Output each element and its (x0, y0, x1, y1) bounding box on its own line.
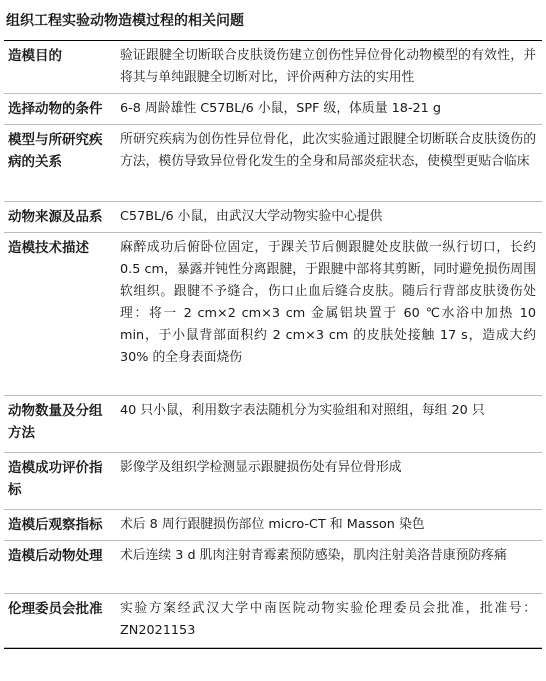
table-caption: 组织工程实验动物造模过程的相关问题 (6, 13, 244, 29)
row-content: 术后 8 周行跟腱损伤部位 micro-CT 和 Masson 染色 (120, 517, 425, 532)
row-content: C57BL/6 小鼠，由武汉大学动物实验中心提供 (120, 209, 383, 224)
row-content: 所研究疾病为创伤性异位骨化，此次实验通过跟腱全切断联合皮肤烫伤的方法，模仿导致异位骨化发生的全身和局部炎症状态，使模型更贴合临床 (120, 132, 536, 169)
table-row (4, 396, 542, 453)
table-row (4, 41, 542, 94)
table-row (4, 233, 542, 396)
table-row (4, 510, 542, 541)
row-content: 影像学及组织学检测显示跟腱损伤处有异位骨形成 (120, 460, 402, 475)
table-row (4, 125, 542, 202)
row-label: 选择动物的条件 (8, 101, 103, 117)
row-label: 动物来源及品系 (8, 209, 103, 225)
table-row (4, 202, 542, 233)
row-content: 术后连续 3 d 肌肉注射青霉素预防感染，肌肉注射美洛昔康预防疼痛 (120, 548, 507, 563)
row-label: 伦理委员会批准 (8, 601, 103, 617)
bottom-rule (4, 648, 542, 649)
row-label: 造模后动物处理 (8, 548, 103, 564)
row-content: 6-8 周龄雄性 C57BL/6 小鼠，SPF 级，体质量 18-21 g (120, 101, 441, 116)
table-row (4, 94, 542, 125)
row-label: 造模后观察指标 (8, 517, 103, 533)
document-table (4, 0, 542, 649)
row-label: 动物数量及分组方法 (8, 403, 103, 441)
row-label: 造模成功评价指标 (8, 460, 103, 498)
row-content: 麻醉成功后俯卧位固定，于踝关节后侧跟腱处皮肤做一纵行切口，长约 0.5 cm，暴露并钝性分离跟腱，于跟腱中部将其剪断，同时避免损伤周围软组织。跟腱不予缝合，伤口止血后缝合皮肤。随后行背部皮肤烫伤处理：将一 2 cm×2 cm×3 cm 金属铝块置于 60 ℃水浴中加热 10 min，于小鼠背部面积约 2 cm×3 cm 的皮肤处接触 17 s，造成大约 30% 的全身表面烧伤 (120, 240, 536, 365)
row-label: 造模技术描述 (8, 240, 89, 256)
table-row (4, 453, 542, 510)
row-content: 40 只小鼠，利用数字表法随机分为实验组和对照组，每组 20 只 (120, 403, 485, 418)
table-row (4, 594, 542, 648)
row-content: 验证跟腱全切断联合皮肤烫伤建立创伤性异位骨化动物模型的有效性，并将其与单纯跟腱全切断对比，评价两种方法的实用性 (120, 48, 536, 85)
table-row (4, 541, 542, 594)
row-label: 模型与所研究疾病的关系 (8, 132, 103, 170)
row-content: 实验方案经武汉大学中南医院动物实验伦理委员会批准，批准号：ZN2021153 (120, 601, 536, 638)
row-label: 造模目的 (8, 48, 62, 64)
